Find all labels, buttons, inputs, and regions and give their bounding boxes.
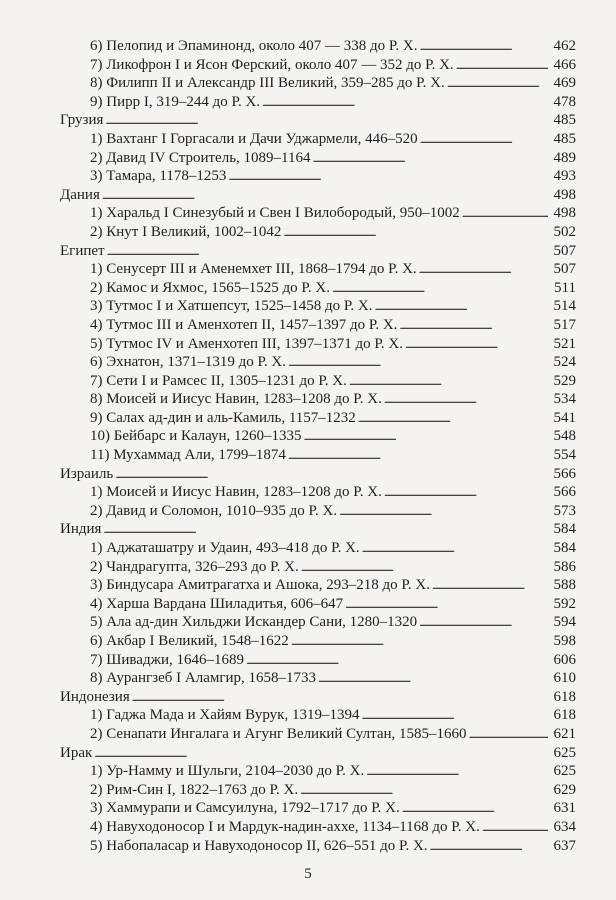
table-of-contents [60,37,576,855]
toc-subentry [60,539,576,558]
toc-entry-page: 498 [553,186,576,203]
toc-entry-title: 9) Пирр I, 319–244 до Р. Х. [90,93,261,110]
toc-subentry [60,446,576,465]
toc-entry-page: 625 [553,763,576,780]
toc-entry-title: Индонезия [60,688,130,705]
toc-subentry [60,223,576,242]
toc-entry-page: 529 [553,372,576,389]
toc-entry-title: 2) Камос и Яхмос, 1565–1525 до Р. Х. [90,279,330,296]
toc-entry-title: 5) Ала ад-дин Хильджи Искандер Сани, 1280–1320 [90,614,418,631]
toc-entry-title: 3) Хаммурапи и Самсуилуна, 1792–1717 до Р. Х. [90,800,400,817]
toc-leader-dots [362,539,548,558]
toc-entry-title: 8) Моисей и Иисус Навин, 1283–1208 до Р. Х. [90,391,382,408]
toc-entry-title: 4) Тутмос III и Аменхотеп II, 1457–1397 до Р. Х. [90,316,398,333]
toc-entry-page: 634 [553,818,576,835]
toc-subentry [60,762,576,781]
toc-entry-page: 618 [553,688,576,705]
toc-entry-title: 7) Сети I и Рамсес II, 1305–1231 до Р. Х. [90,372,347,389]
toc-entry-page: 592 [553,595,576,612]
toc-leader-dots [419,613,548,632]
toc-entry-title: 2) Рим-Син I, 1822–1763 до Р. Х. [90,781,299,798]
toc-section-entry [60,744,576,763]
toc-entry-page: 521 [553,335,576,352]
toc-entry-title: Египет [60,242,105,259]
toc-entry-page: 541 [553,409,576,426]
toc-entry-title: 4) Харша Вардана Шиладитья, 606–647 [90,595,344,612]
toc-entry-page: 606 [553,651,576,668]
toc-entry-page: 502 [553,223,576,240]
toc-entry-title: 2) Кнут I Великий, 1002–1042 [90,223,282,240]
toc-section-entry [60,688,576,707]
toc-subentry [60,167,576,186]
toc-section-entry [60,465,576,484]
toc-entry-title: 2) Сенапати Ингалага и Агунг Великий Султан, 1585–1660 [90,725,467,742]
toc-entry-title: 8) Аурангзеб I Аламгир, 1658–1733 [90,670,317,687]
toc-entry-title: Ирак [60,744,93,761]
toc-entry-page: 584 [553,521,576,538]
toc-section-entry [60,186,576,205]
toc-subentry [60,613,576,632]
toc-entry-page: 514 [553,298,576,315]
toc-subentry [60,427,576,446]
toc-entry-page: 485 [553,130,576,147]
toc-leader-dots [402,799,548,818]
toc-leader-dots [262,93,548,112]
toc-leader-dots [283,223,548,242]
toc-subentry [60,409,576,428]
toc-entry-title: 2) Чандрагупта, 326–293 до Р. Х. [90,558,299,575]
toc-entry-title: 1) Вахтанг I Горгасали и Дачи Уджармели, 446–520 [90,130,418,147]
toc-entry-title: 1) Моисей и Иисус Навин, 1283–1208 до Р. Х. [90,484,382,501]
toc-entry-page: 586 [553,558,576,575]
toc-entry-page: 511 [554,279,576,296]
toc-entry-page: 485 [553,112,576,129]
toc-entry-title: 1) Аджаташатру и Удаин, 493–418 до Р. Х. [90,540,360,557]
toc-leader-dots [332,279,548,298]
toc-leader-dots [105,111,548,130]
toc-entry-title: 8) Филипп II и Александр III Великий, 359–285 до Р. Х. [90,75,445,92]
toc-leader-dots [469,725,548,744]
toc-subentry [60,781,576,800]
toc-leader-dots [419,260,548,279]
toc-entry-page: 598 [553,633,576,649]
toc-leader-dots [419,37,548,56]
toc-entry-page: 584 [553,540,576,557]
toc-entry-page: 507 [553,242,576,259]
toc-entry-page: 462 [553,38,576,54]
toc-entry-title: Грузия [60,112,104,129]
toc-leader-dots [405,335,548,354]
toc-entry-title: 1) Сенусерт III и Аменемхет III, 1868–1794 до Р. Х. [90,261,417,278]
toc-entry-page: 554 [553,447,576,464]
toc-entry-page: 588 [553,577,576,594]
toc-leader-dots [430,837,548,856]
toc-leader-dots [288,446,548,465]
toc-leader-dots [447,74,548,93]
toc-leader-dots [462,204,548,223]
toc-entry-page: 498 [553,205,576,222]
toc-entry-title: 9) Салах ад-дин и аль-Камиль, 1157–1232 [90,409,356,426]
toc-entry-page: 637 [553,837,576,854]
toc-subentry [60,706,576,725]
toc-entry-page: 610 [553,670,576,687]
toc-subentry [60,260,576,279]
toc-entry-page: 534 [553,391,576,408]
toc-leader-dots [301,558,548,577]
toc-entry-page: 594 [553,614,576,631]
toc-leader-dots [132,688,548,707]
toc-subentry [60,297,576,316]
toc-leader-dots [291,632,548,651]
toc-entry-title: 4) Навуходоносор I и Мардук-надин-аххе, 1134–1168 до Р. Х. [90,818,480,835]
toc-entry-page: 524 [553,354,576,371]
toc-section-entry [60,111,576,130]
toc-subentry [60,651,576,670]
toc-subentry [60,390,576,409]
toc-entry-title: 3) Тамара, 1178–1253 [90,168,227,185]
toc-leader-dots [345,595,548,614]
toc-entry-title: Израиль [60,465,114,482]
toc-entry-title: 7) Шиваджи, 1646–1689 [90,651,244,668]
toc-leader-dots [482,818,548,837]
toc-entry-title: 3) Тутмос I и Хатшепсут, 1525–1458 до Р. Х. [90,298,373,315]
toc-leader-dots [318,669,548,688]
toc-entry-page: 478 [553,93,576,110]
toc-subentry [60,316,576,335]
toc-leader-dots [358,409,548,428]
toc-section-entry [60,242,576,261]
toc-leader-dots [339,502,548,521]
toc-subentry [60,204,576,223]
toc-leader-dots [107,242,548,261]
toc-leader-dots [228,167,548,186]
toc-subentry [60,799,576,818]
toc-subentry [60,279,576,298]
toc-leader-dots [384,390,548,409]
toc-entry-page: 566 [553,465,576,482]
toc-subentry [60,576,576,595]
toc-subentry [60,632,576,651]
toc-entry-page: 625 [553,744,576,761]
toc-leader-dots [420,130,548,149]
toc-entry-title: 3) Биндусара Амитрагатха и Ашока, 293–218 до Р. Х. [90,577,430,594]
toc-entry-page: 573 [553,502,576,519]
toc-subentry [60,837,576,856]
toc-leader-dots [366,762,548,781]
toc-subentry [60,56,576,75]
toc-subentry [60,93,576,112]
toc-subentry [60,669,576,688]
toc-entry-title: Дания [60,186,100,203]
toc-subentry [60,818,576,837]
toc-leader-dots [288,353,548,372]
toc-subentry [60,725,576,744]
toc-entry-page: 507 [553,261,576,278]
toc-leader-dots [374,297,548,316]
toc-entry-page: 469 [553,75,576,92]
toc-leader-dots [300,781,548,800]
toc-subentry [60,483,576,502]
toc-subentry [60,502,576,521]
toc-section-entry [60,520,576,539]
toc-entry-title: 1) Гаджа Мада и Хайям Вурук, 1319–1394 [90,707,360,724]
toc-leader-dots [103,520,548,539]
toc-entry-page: 493 [553,168,576,185]
toc-subentry [60,353,576,372]
toc-entry-title: 11) Мухаммад Али, 1799–1874 [90,447,286,464]
toc-entry-title: 6) Акбар I Великий, 1548–1622 [90,633,289,649]
toc-leader-dots [384,483,548,502]
toc-leader-dots [432,576,548,595]
toc-entry-page: 517 [553,316,576,333]
toc-entry-page: 629 [553,781,576,798]
toc-subentry [60,335,576,354]
toc-subentry [60,372,576,391]
toc-entry-title: 5) Тутмос IV и Аменхотеп III, 1397–1371 до Р. Х. [90,335,403,352]
toc-leader-dots [361,706,548,725]
toc-subentry [60,130,576,149]
toc-subentry [60,37,576,56]
toc-entry-title: 10) Бейбарс и Калаун, 1260–1335 [90,428,302,445]
page-number: 5 [304,866,312,882]
toc-entry-page: 621 [553,725,576,742]
toc-entry-title: 1) Ур-Намму и Шульги, 2104–2030 до Р. Х. [90,763,365,780]
toc-leader-dots [349,372,548,391]
toc-leader-dots [456,56,548,75]
toc-entry-page: 548 [553,428,576,445]
toc-entry-title: 6) Пелопид и Эпаминонд, около 407 — 338 до Р. Х. [90,38,418,54]
toc-entry-page: 566 [553,484,576,501]
toc-entry-title: 6) Эхнатон, 1371–1319 до Р. Х. [90,354,287,371]
toc-subentry [60,558,576,577]
toc-entry-page: 631 [553,800,576,817]
toc-entry-title: 2) Давид и Соломон, 1010–935 до Р. Х. [90,502,338,519]
toc-leader-dots [94,744,548,763]
toc-entry-title: 2) Давид IV Строитель, 1089–1164 [90,149,311,166]
toc-entry-page: 466 [553,56,576,73]
toc-entry-title: Индия [60,521,102,538]
toc-entry-title: 5) Набопаласар и Навуходоносор II, 626–551 до Р. Х. [90,837,428,854]
toc-subentry [60,595,576,614]
toc-entry-page: 618 [553,707,576,724]
toc-leader-dots [304,427,548,446]
toc-entry-page: 489 [553,149,576,166]
toc-leader-dots [313,149,549,168]
toc-leader-dots [115,465,548,484]
toc-entry-title: 7) Ликофрон I и Ясон Ферский, около 407 — 352 до Р. Х. [90,56,454,73]
toc-leader-dots [246,651,548,670]
toc-entry-title: 1) Харальд I Синезубый и Свен I Вилобородый, 950–1002 [90,205,460,222]
toc-subentry [60,149,576,168]
toc-leader-dots [399,316,548,335]
toc-leader-dots [102,186,548,205]
toc-subentry [60,74,576,93]
